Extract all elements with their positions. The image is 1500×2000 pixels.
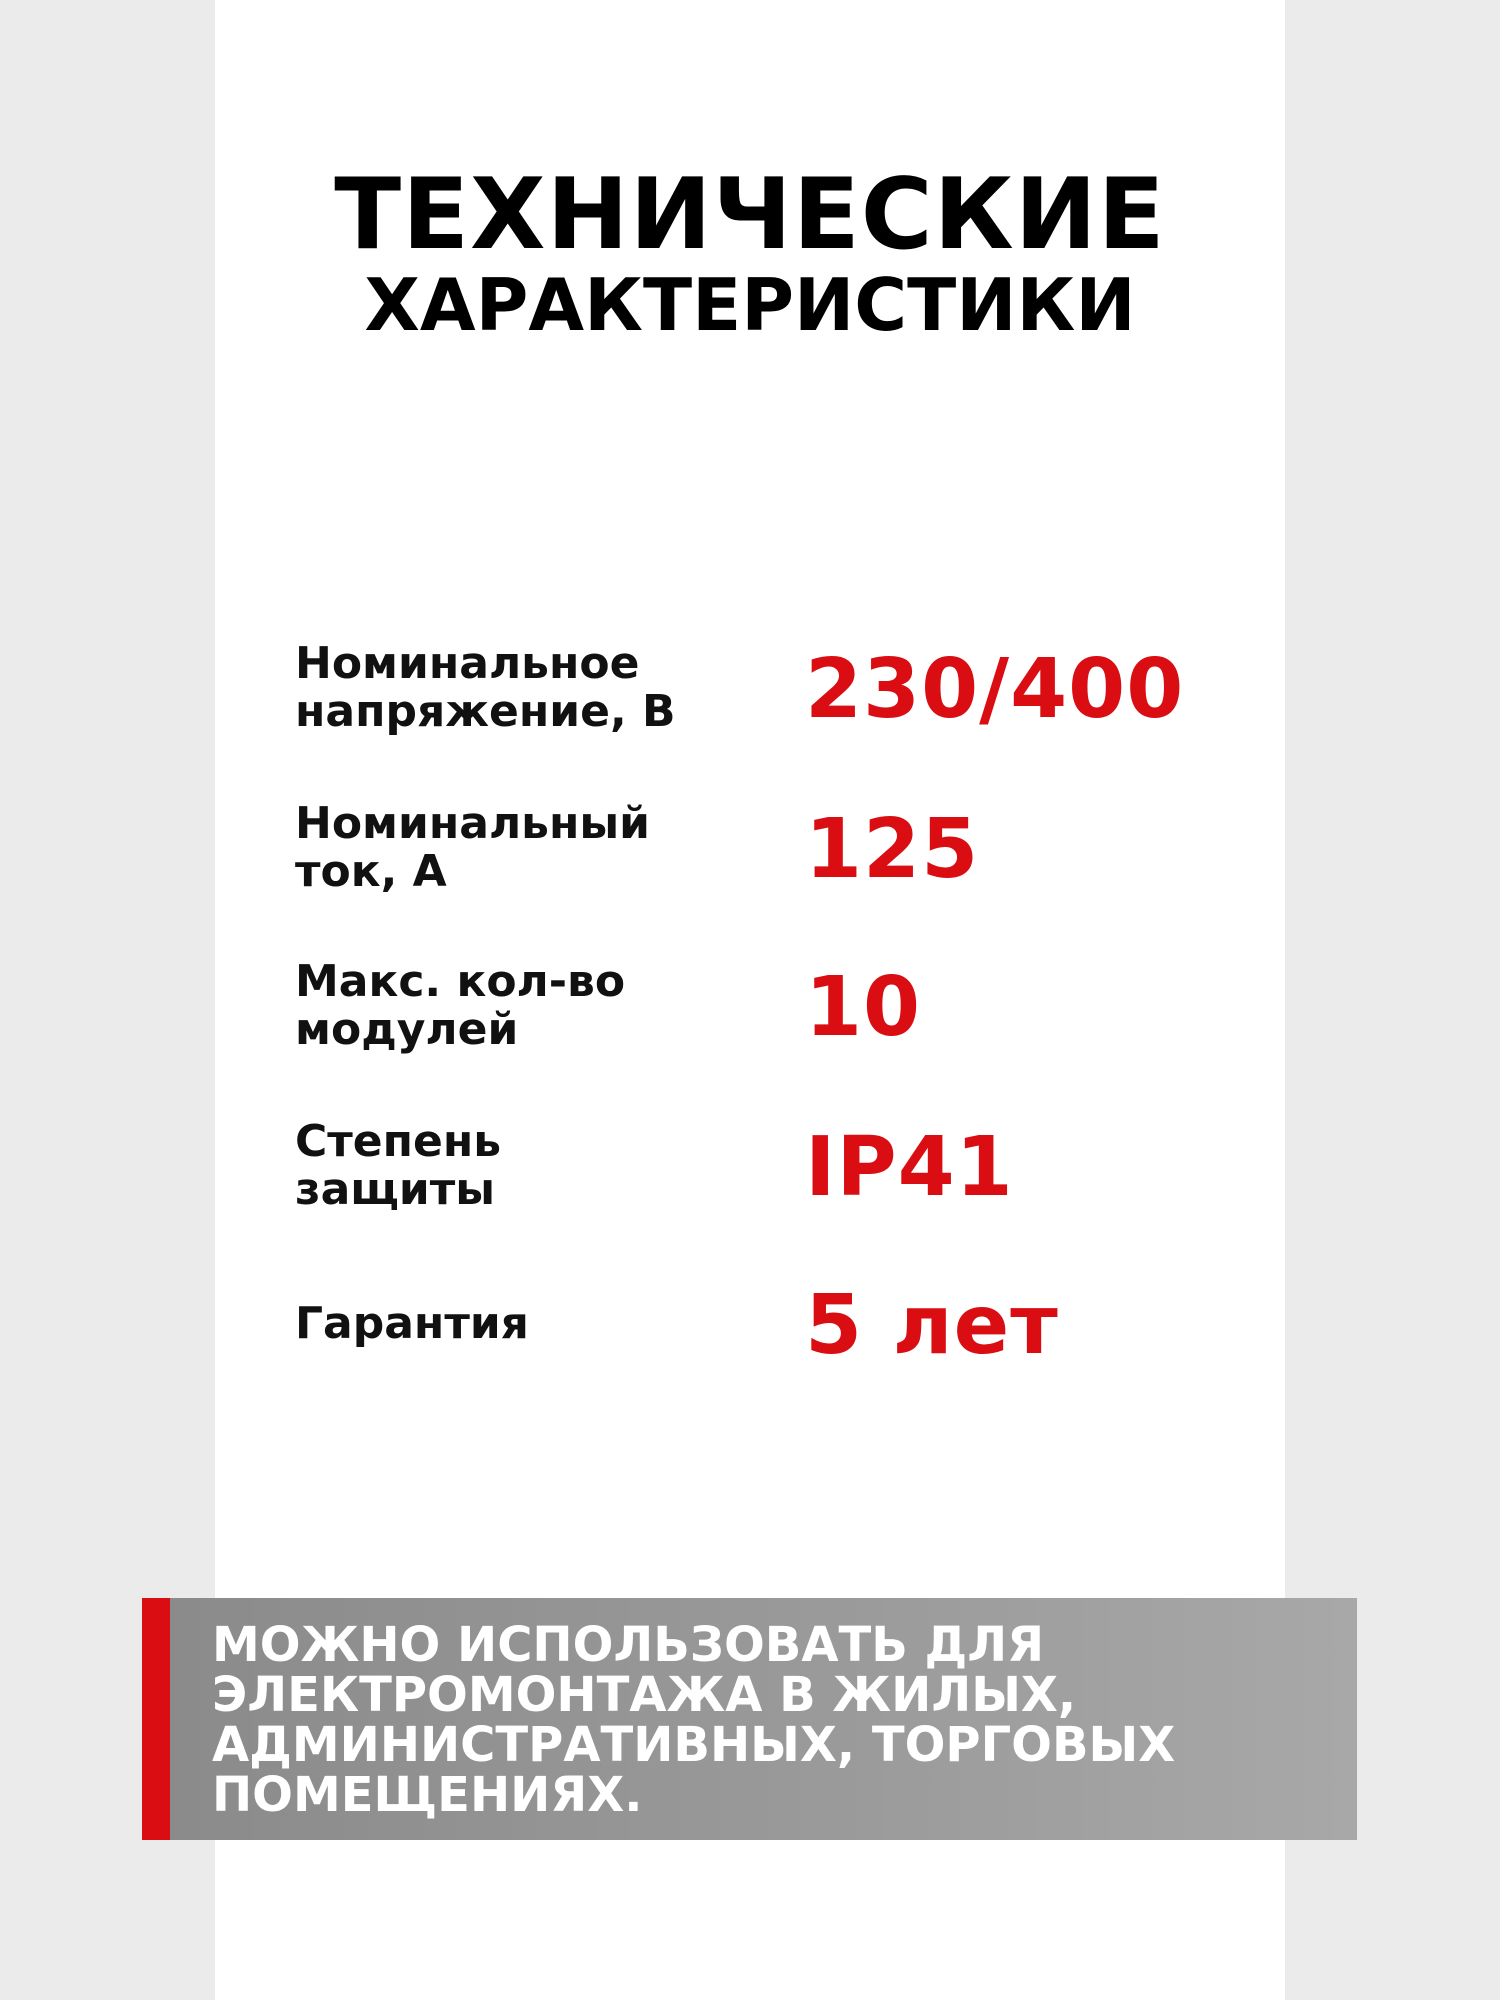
spec-value-current: 125	[805, 802, 980, 897]
spec-label-voltage: Номинальное напряжение, В	[295, 638, 676, 737]
spec-value-protection: IP41	[805, 1120, 1014, 1215]
spec-label-modules: Макс. кол-во модулей	[295, 956, 626, 1055]
title-line-1: ТЕХНИЧЕСКИЕ	[334, 158, 1166, 272]
spec-label-protection: Степень защиты	[295, 1116, 502, 1215]
title-line-2: ХАРАКТЕРИСТИКИ	[364, 263, 1136, 347]
usage-banner	[142, 1598, 1357, 1840]
banner-accent-bar	[142, 1598, 170, 1840]
spec-value-modules: 10	[805, 960, 922, 1055]
spec-row-protection	[295, 1118, 1235, 1238]
page-title	[215, 158, 1285, 347]
spec-row-modules	[295, 958, 1235, 1078]
spec-row-current	[295, 800, 1235, 920]
banner-text: МОЖНО ИСПОЛЬЗОВАТЬ ДЛЯ ЭЛЕКТРОМОНТАЖА В ЖИЛЫХ, АДМИНИСТРАТИВНЫХ, ТОРГОВЫХ ПОМЕЩЕНИЯХ.	[212, 1617, 1176, 1823]
spec-row-voltage	[295, 640, 1235, 760]
spec-value-warranty: 5 лет	[805, 1278, 1059, 1373]
spec-value-voltage: 230/400	[805, 642, 1185, 737]
spec-row-warranty	[295, 1276, 1235, 1396]
spec-label-current: Номинальный ток, А	[295, 798, 651, 897]
spec-label-warranty: Гарантия	[295, 1298, 529, 1349]
